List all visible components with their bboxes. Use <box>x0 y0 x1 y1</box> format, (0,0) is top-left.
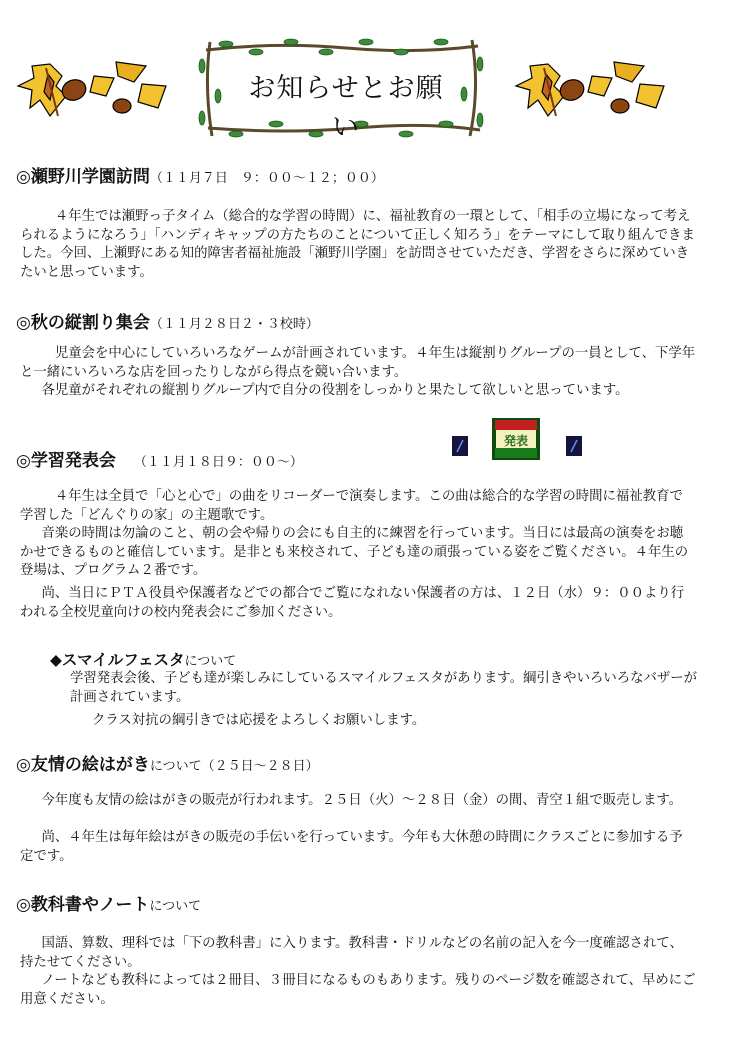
section-heading-postcard-text: ◎友情の絵はがき <box>16 755 150 775</box>
postcard-body-2: 尚、４年生は毎年絵はがきの販売の手伝いを行っています。今年も大休憩の時間にクラスごとに参加する予定です。 <box>20 830 683 864</box>
section-heading-postcard <box>16 750 319 775</box>
presentation-badge-label: 発表 <box>503 434 528 448</box>
smile-body-2: クラス対抗の綱引きでは応援をよろしくお願いします。 <box>92 713 426 728</box>
presentation-body-2: 音楽の時間は勿論のこと、朝の会や帰りの会にも自主的に練習を行っています。当日には最高の演奏をお聴かせできるものと確信しています。是非とも来校されて、子ども達の頑張っている姿をご覧ください。４年生の登場は、プログラム２番です。 <box>20 526 689 578</box>
postcard-body-1: 今年度も友情の絵はがきの販売が行われます。２５日（火）～２８日（金）の間、青空１組で販売します。 <box>41 793 683 808</box>
section-heading-postcard-sub: について（２５日～２８日） <box>149 759 319 774</box>
subsection-heading-smile-text: ◆スマイルフェスタ <box>50 650 185 669</box>
autumn-leaves-right-icon <box>508 56 668 122</box>
page-title: お知らせとお願い <box>248 73 444 143</box>
section-heading-visit <box>16 162 384 187</box>
section-heading-autumn <box>16 308 319 333</box>
section-heading-presentation-text: ◎学習発表会 <box>16 451 116 471</box>
section-heading-autumn-sub: （１１月２８日２・３校時） <box>149 317 319 332</box>
autumn-body-1: 児童会を中心にしていろいろなゲームが計画されています。４年生は縦割りグループの一員として、下学年と一緒にいろいろな店を回ったりしながら得点を競い合います。 <box>20 346 696 380</box>
music-note-left-icon <box>452 436 468 456</box>
section-heading-textbooks-text: ◎教科書やノート <box>16 895 150 915</box>
section-heading-presentation-sub: （１１月１８日９：００～） <box>133 455 303 470</box>
textbooks-body-2: ノートなども教科によっては２冊目、３冊目になるものもあります。残りのページ数を確認されて、早めにご用意ください。 <box>20 973 696 1007</box>
music-note-right-icon <box>566 436 582 456</box>
presentation-body-3: 尚、当日にＰＴＡ役員や保護者などでの都合でご覧になれない保護者の方は、１２日（水）９：００より行われる全校児童向けの校内発表会にご参加ください。 <box>20 586 685 620</box>
section-heading-visit-sub: （１１月７日 ９：００～１２；００） <box>149 171 384 186</box>
presentation-body-1: ４年生は全員で「心と心で」の曲をリコーダーで演奏します。この曲は総合的な学習の時間に福祉教育で学習した「どんぐりの家」の主題歌です。 <box>20 489 683 523</box>
smile-body-1: 学習発表会後、子ども達が楽しみにしているスマイルフェスタがあります。綱引きやいろいろなバザーが計画されています。 <box>70 671 698 705</box>
section-heading-autumn-text: ◎秋の縦割り集会 <box>16 313 150 333</box>
textbooks-body-1: 国語、算数、理科では「下の教科書」に入ります。教科書・ドリルなどの名前の記入を今一度確認されて、持たせてください。 <box>20 936 683 970</box>
autumn-body-2: 各児童がそれぞれの縦割りグループ内で自分の役割をしっかりと果たして欲しいと思っています。 <box>41 383 629 398</box>
visit-body: ４年生では瀬野っ子タイム（総合的な学習の時間）に、福祉教育の一環として、「相手の立場になって考えられるようになろう」「ハンディキャップの方たちのことについて正しく知ろう」をテーマにして取り組んできました。今回、上瀬野にある知的障害者福祉施設「瀬野川学園」を訪問させていただき、学習をさらに深めていきたいと思っています。 <box>20 209 695 280</box>
subsection-heading-smile <box>50 648 236 670</box>
section-heading-presentation <box>16 446 303 471</box>
autumn-leaves-left-icon <box>10 56 170 122</box>
section-heading-textbooks-sub: について <box>149 899 202 914</box>
section-heading-textbooks <box>16 890 201 915</box>
section-heading-visit-text: ◎瀬野川学園訪問 <box>16 167 150 187</box>
subsection-heading-smile-sub: について <box>184 654 237 669</box>
